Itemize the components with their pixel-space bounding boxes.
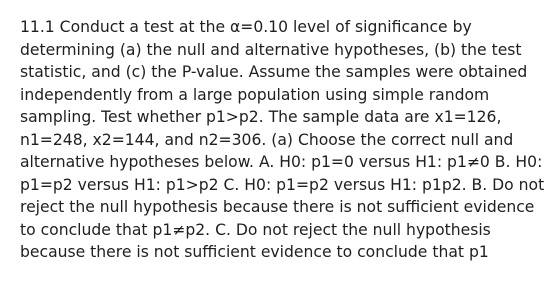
question-text: 11.1 Conduct a test at the α=0.10 level of significance by determining (a) the null and alternative hypotheses, (b) the test statistic, and (c) the P-value. Assume the samples were obtained independently from a large population using simple random sampling. Test whether p1>p2. The sample data are x1=126, n1=248, x2=144, and n2=306. (a) Choose the correct null and alternative hypotheses below. A. H0: p1=0 versus H1: p1≠0 B. H0: p1=p2 versus H1: p1>p2 C. H0: p1=p2 versus H1: p1p2. B. Do not reject the null hypothesis because there is not sufficient evidence to conclude that p1≠p2. C. Do not reject the null hypothesis because there is not sufficient evidence to conclude that p1 xyxy=(20,18,545,261)
